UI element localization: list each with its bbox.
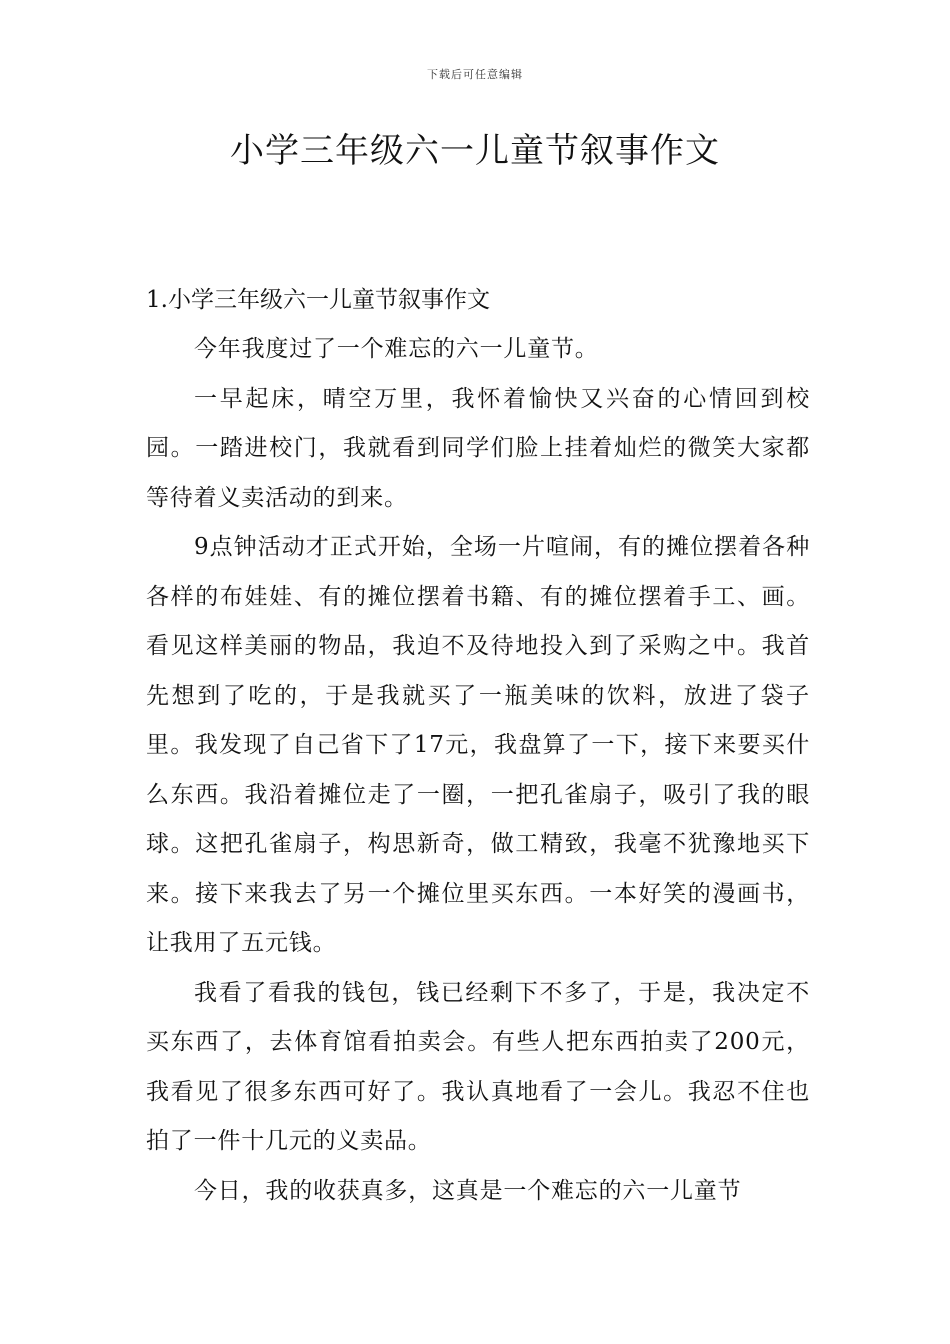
paragraph-auction: 我看了看我的钱包，钱已经剩下不多了，于是，我决定不买东西了，去体育馆看拍卖会。有些人把东西拍卖了200元，我看见了很多东西可好了。我认真地看了一会儿。我忍不住也拍了一件十几元的义卖品。 [146,979,810,1154]
paragraph-shopping: 9点钟活动才正式开始，全场一片喧闹，有的摊位摆着各种各样的布娃娃、有的摊位摆着书籍、有的摊位摆着手工、画。看见这样美丽的物品，我迫不及待地投入到了采购之中。我首先想到了吃的，于是我就买了一瓶美味的饮料，放进了袋子里。我发现了自己省下了17元，我盘算了一下，接下来要买什么东西。我沿着摊位走了一圈，一把孔雀扇子，吸引了我的眼球。这把孔雀扇子，构思新奇，做工精致，我毫不犹豫地买下来。接下来我去了另一个摊位里买东西。一本好笑的漫画书，让我用了五元钱。 [146,534,810,956]
document-title: 小学三年级六一儿童节叙事作文 [230,131,720,171]
header-note: 下载后可任意编辑 [427,68,523,81]
section-heading: 1.小学三年级六一儿童节叙事作文 [146,287,490,313]
paragraph-conclusion: 今日，我的收获真多，这真是一个难忘的六一儿童节 [194,1177,742,1204]
document-body [146,275,810,1216]
paragraph-morning: 一早起床，晴空万里，我怀着愉快又兴奋的心情回到校园。一踏进校门，我就看到同学们脸上挂着灿烂的微笑大家都等待着义卖活动的到来。 [146,385,810,511]
paragraph-intro: 今年我度过了一个难忘的六一儿童节。 [194,336,599,362]
